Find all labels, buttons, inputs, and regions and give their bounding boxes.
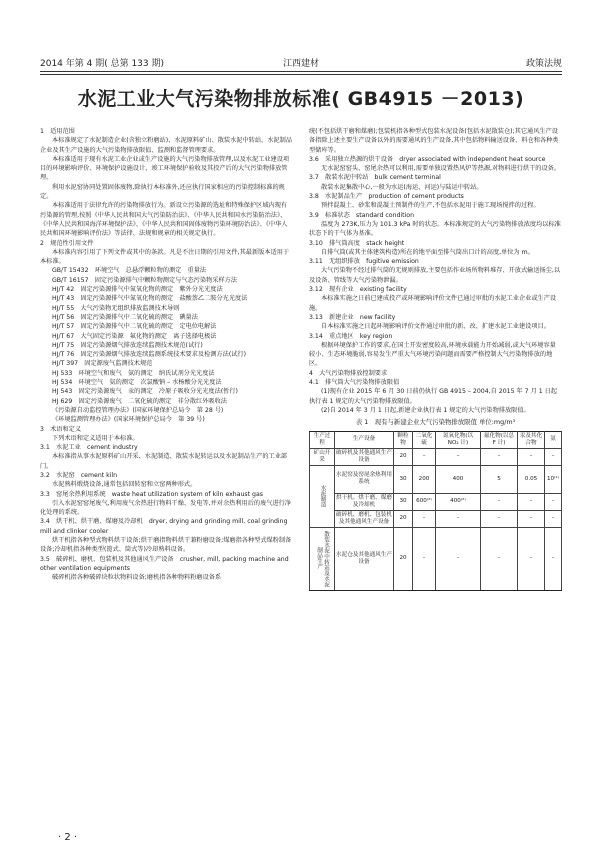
table-row [310, 510, 562, 527]
right-column-paragraph: 3.7 散装水泥中转站 bulk cement terminal [309, 174, 441, 182]
th-nox: 氮氧化物(以 NO₂ 计) [436, 431, 481, 448]
right-column-paragraph: 自排气筒(或其主体建筑构造)所在的地平面至排气筒出口计的高度,单位为 m。 [321, 248, 534, 256]
cell-value: – [481, 510, 518, 527]
left-column-paragraph: HJ 629 固定污染源废气 二氧化硫的测定 非分散红外吸收法 [52, 397, 227, 405]
cell-value: – [518, 527, 545, 590]
left-column-paragraph: HJ/T 56 固定污染源排气中二氧化硫的测定 碘量法 [52, 313, 198, 321]
left-column-paragraph: HJ/T 397 固定源废气监测技术规范 [52, 360, 153, 368]
cell-value: 20 [394, 510, 413, 527]
cell-value: – [413, 448, 436, 465]
table-row [310, 493, 562, 510]
left-column-paragraph: 烘干机指各种型式物料烘干设备;烘干磨指物料烘干兼粉磨设备;煤磨指各种型式煤粉制备设备;冷却机指各种类型(篦式、筒式等)冷却熟料设备。 [40, 537, 292, 554]
issue-info: 2014 年第 4 期( 总第 133 期) [40, 59, 164, 69]
cell-value: – [518, 510, 545, 527]
right-column-paragraph: 4 大气污染物排放控制要求 [309, 369, 388, 377]
left-column-paragraph: HJ/T 67 大气固定污染源 氟化物的测定 离子选择电极法 [52, 332, 217, 340]
left-column-paragraph: HJ/T 76 固定污染源烟气排放连续监测系统技术要求及检测方法(试行) [52, 351, 247, 359]
cell-value: 400 [436, 465, 481, 493]
table-caption: 表 1 现有与新建企业大气污染物排放限值 单位:mg/m³ [355, 418, 516, 427]
left-column-paragraph: 利用水泥窑协同处置固体废物,除执行本标准外,还应执行国家相应的污染控制标准的规定。 [40, 183, 285, 201]
left-column-paragraph: 本标准适用于现有水泥工业企业或生产设施的大气污染物排放管理,以及水泥工业建设项目的环境影响评价、环境保护设施设计、竣工环境保护验收及其投产后的大气污染物排放管理。 [40, 155, 290, 182]
right-column-paragraph: 温度为 273K,压力为 101.3 kPa 时的状态。本标准规定的大气污染物排放浓度均以标准状态下的干气体为基准。 [309, 220, 561, 238]
left-column-paragraph: 《环境监测管理办法》(国家环境保护总局令 第 39 号) [52, 416, 205, 424]
left-column-paragraph: 本标准指从事水泥原料矿山开采、水泥制造、散装水泥转运以及水泥制品生产的工业部门。 [40, 453, 288, 470]
cell-value: 10⁽¹⁾ [545, 465, 562, 493]
left-column [40, 127, 293, 583]
table-row [310, 527, 562, 590]
left-column-paragraph: 本标准内容引用了下列文件或其中的条款。凡是不注日期的引用文件,其最新版本适用于本标准。 [40, 248, 290, 266]
header-rule-thin [40, 74, 562, 75]
left-column-paragraph: 3.1 水泥工业 cement industry [40, 444, 138, 452]
left-column-paragraph: 3.4 烘干机、烘干磨、煤磨及冷却机 dryer, drying and grinding mill, coal grinding mill and clinker cooler [40, 518, 288, 535]
right-column-paragraph: 3.12 现有企业 existing facility [309, 286, 407, 294]
right-column-paragraph: 统(不包括烘干磨和煤磨);包装机指各种型式包装水泥设备(包括水泥散装仓);其它通风生产设备指除上述主要生产设备以外的需要通风的生产设备,其中包括物料输送设备、料仓和各种类型储库等。 [309, 128, 559, 154]
cell-value: – [545, 510, 562, 527]
right-column-paragraph: 3.10 排气筒高度 stack height [309, 239, 405, 247]
cell-value: 30 [394, 493, 413, 510]
left-column-paragraph: 下列术语和定义适用于本标准。 [52, 434, 139, 442]
cell-value: – [518, 448, 545, 465]
cell-value: – [481, 527, 518, 590]
left-column-paragraph: HJ/T 75 固定污染源烟气排放连续监测技术规范(试行) [52, 341, 203, 349]
cell-value: – [436, 510, 481, 527]
th-so2: 二氧化硫 [413, 431, 436, 448]
left-column-paragraph: HJ/T 57 固定污染源排气中二氧化硫的测定 定电位电解法 [52, 323, 217, 331]
right-column-paragraph: 3.9 标准状态 standard condition [309, 211, 414, 219]
cell-equipment: 破碎机及其他通风生产设备 [335, 448, 394, 465]
cell-value: – [545, 493, 562, 510]
right-column-paragraph: 无水泥窑窑头、窑尾余热可以利用,需要单独设置热风炉等热源,对物料进行烘干的设备。 [321, 165, 561, 173]
th-fluoride: 氟化物(以总 F 计) [481, 431, 518, 448]
left-column-paragraph: 破碎机指各种破碎块粒状物料设备;磨机指各种物料粉磨设备系 [52, 574, 222, 582]
section-name: 政策法规 [525, 59, 562, 69]
th-equipment: 生产设备 [335, 431, 394, 448]
right-column-paragraph: 本标准实施之日前已建成投产或环境影响评价文件已通过审批的水泥工业企业或生产设施。 [309, 295, 557, 312]
left-column-paragraph: HJ 543 固定污染源废气 汞的测定 冷原子吸收分光光度法(暂行) [52, 388, 238, 396]
article-title: 水泥工业大气污染物排放标准( GB4915 －2013) [77, 88, 525, 110]
header-rule-thick [40, 71, 562, 72]
cell-value: – [545, 448, 562, 465]
left-column-paragraph: 本标准规定了水泥制造企业(含独立粉磨站)、水泥原料矿山、散装水泥中转站、水泥制品企业及其生产设施的大气污染物排放限值、监测和监督管理要求。 [40, 137, 292, 154]
left-column-paragraph: 水泥熟料煅烧设备,通常包括回转窑和立窑两种形式。 [52, 481, 197, 489]
right-column-paragraph: 4.1 排气筒大气污染物排放限值 [309, 379, 400, 387]
right-column-paragraph: 3.6 采用独立热源的烘干设备 dryer associated with independent heat source [309, 155, 546, 163]
right-column-paragraph: 根据环境保护工作的要求,在国土开发密度较高,环境承载能力开始减弱,或大气环境容量较小、生态环境脆弱,容易发生严重大气环境污染问题而需要严格控制大气污染物排放的地区。 [309, 341, 556, 368]
left-column-paragraph: 3.5 破碎机、磨机、包装机及其他通风生产设备 crusher, mill, packing machine and other ventilation equipments [40, 555, 289, 572]
right-column-paragraph: 3.8 水泥制品生产 production of cement products [309, 193, 464, 201]
th-particulate: 颗粒物 [394, 431, 413, 448]
cell-value: 20 [394, 448, 413, 465]
right-column-paragraph: 预拌混凝土、砂浆和混凝土预制件的生产,不包括水泥用于施工现场搅拌的过程。 [321, 202, 540, 210]
cell-value: – [436, 448, 481, 465]
cell-value: – [545, 527, 562, 590]
cell-process: 散装水泥中转站及水泥制品生产 [310, 527, 335, 590]
right-column-paragraph: 3.14 重点地区 key region [309, 332, 393, 340]
page-number: · 2 · [58, 832, 78, 843]
right-column-paragraph: (2)自 2014 年 3 月 1 日起,新建企业执行表 1 规定的大气污染物排放限值。 [321, 406, 530, 414]
cell-value: 30 [394, 465, 413, 493]
running-header [40, 58, 562, 70]
left-column-paragraph: 本标准适用于法律允许的污染物排放行为。新设立污染源的选址和特殊保护区域内现有污染源的管理,按照《中华人民共和国大气污染防治法》、《中华人民共和国水污染防治法》、《中华人民共和国海洋环境保护法》、《中华人民共和国固体废物污染环境防治法》、《中华人民共和国环境影响评价法》等法律、法规和规章的相关规定执行。 [40, 202, 288, 238]
cell-value: – [481, 448, 518, 465]
cell-value: 5 [481, 465, 518, 493]
left-column-paragraph: 3.2 水泥窑 cement kiln [40, 471, 118, 479]
journal-name: 江西建材 [282, 59, 319, 69]
left-column-paragraph: 2 规范性引用文件 [40, 239, 94, 247]
cell-value: – [413, 527, 436, 590]
left-column-paragraph: 3 术语和定义 [40, 425, 82, 433]
cell-value: 600⁽²⁾ [413, 493, 436, 510]
cell-value: 20 [394, 527, 413, 590]
th-ammonia: 氨 [545, 431, 562, 448]
left-column-paragraph: HJ 534 环境空气 氨的测定 次氯酸钠 – 水杨酸分光光度法 [52, 379, 222, 387]
right-column-paragraph: 自本标准实施之日起环境影响评价文件通过审批的新、改、扩建水泥工业建设项目。 [321, 323, 550, 331]
left-column-paragraph: GB/T 16157 固定污染源排气中颗粒物测定与气态污染物采样方法 [52, 276, 238, 284]
cell-value: – [518, 493, 545, 510]
left-column-paragraph: 引入水泥窑窑尾废气,利用废气余热进行物料干燥、发电等,并对余热利用后的废气进行净化处理的系统。 [40, 499, 292, 517]
left-column-paragraph: HJ/T 55 大气污染物无组织排放监测技术导则 [52, 304, 180, 312]
left-column-paragraph: HJ 533 环境空气和废气 氨的测定 纳氏试剂分光光度法 [52, 369, 215, 377]
left-column-paragraph: GB/T 15432 环境空气 总悬浮颗粒物的测定 重量法 [52, 267, 207, 275]
right-column-paragraph: 3.13 新建企业 new facility [309, 313, 396, 321]
right-column-paragraph: 大气污染物不经过排气筒的无规则排放,主要包括作业场所物料堆存、开放式输送扬尘,以及设备、管线等大气污染物泄漏。 [309, 267, 561, 284]
cell-equipment: 水泥窑及窑尾余热利用系统 [335, 465, 394, 493]
left-column-paragraph: 1 适用范围 [40, 128, 75, 135]
cell-value: – [413, 510, 436, 527]
cell-process: 矿山开采 [310, 448, 335, 465]
left-column-paragraph: HJ/T 43 固定污染源排气中氮氧化物的测定 盐酸萘乙二胺分光光度法 [52, 295, 248, 303]
left-column-paragraph: 《污染源自动监控管理办法》(国家环境保护总局令 第 28 号) [52, 406, 224, 414]
left-column-paragraph: HJ/T 42 固定污染源排气中氮氧化物的测定 紫外分光光度法 [52, 286, 223, 294]
table-row [310, 448, 562, 465]
cell-equipment: 烘干机、烘干磨、煤磨及冷却机 [335, 493, 394, 510]
cell-equipment: 水泥仓及其他通风生产设备 [335, 527, 394, 590]
cell-value: – [436, 527, 481, 590]
th-mercury: 汞及其化合物 [518, 431, 545, 448]
right-column-paragraph: 散装水泥集散中心,一般为水运(海运、河运)与陆运中转站。 [321, 183, 483, 191]
right-column-paragraph: (1)现有企业 2015 年 6 月 30 日前仍执行 GB 4915 – 2004,自 2015 年 7 月 1 日起执行表 1 规定的大气污染物排放限值。 [309, 388, 558, 405]
th-process: 生产过程 [310, 431, 335, 448]
table-row [310, 465, 562, 493]
emission-limit-table [309, 431, 562, 591]
cell-value: – [481, 493, 518, 510]
cell-value: 400⁽²⁾ [436, 493, 481, 510]
cell-value: 200 [413, 465, 436, 493]
right-column-paragraph: 3.11 无组织排放 fugitive emission [309, 258, 419, 266]
right-column [309, 127, 562, 591]
right-column-text [309, 127, 562, 415]
left-column-paragraph: 3.3 窑尾余热利用系统 waste heat utilization system of kiln exhaust gas [40, 490, 263, 498]
cell-equipment: 破碎机、磨机、包装机及其他通风生产设备 [335, 510, 394, 527]
cell-process: 水泥制造 [310, 465, 335, 527]
cell-value: 0.05 [518, 465, 545, 493]
